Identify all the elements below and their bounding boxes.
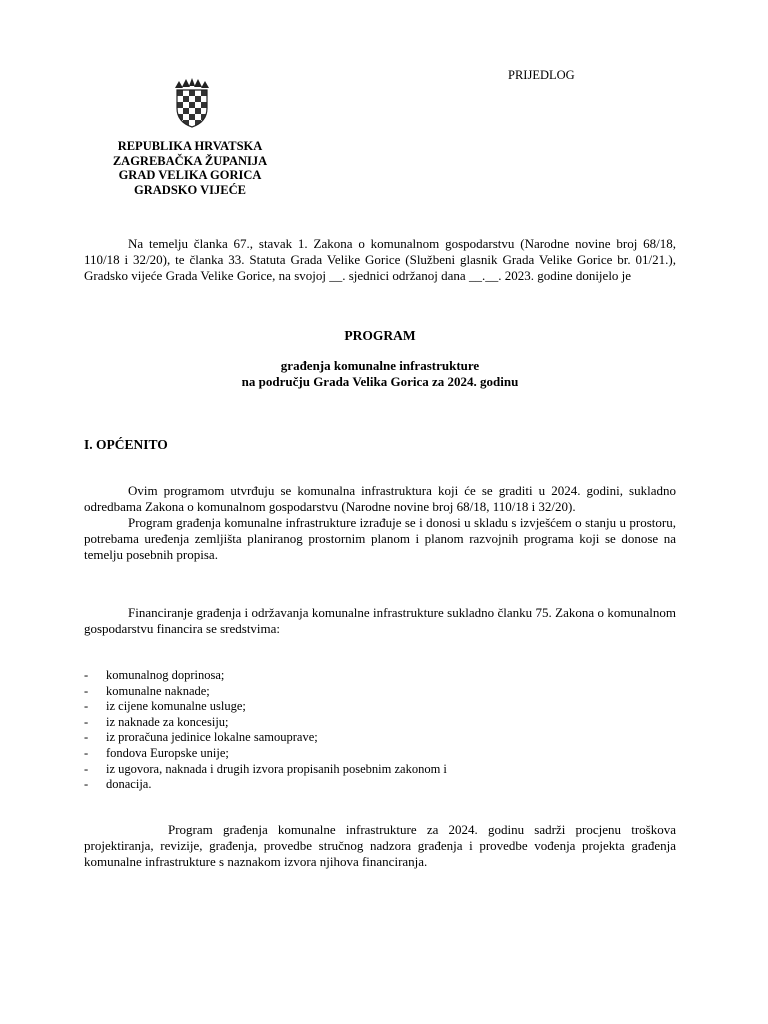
authority-line: GRADSKO VIJEĆE bbox=[134, 182, 246, 197]
subtitle-line: na području Grada Velika Gorica za 2024. godinu bbox=[241, 373, 519, 389]
list-bullet: - bbox=[84, 714, 89, 729]
list-item-text: fondova Europske unije; bbox=[106, 745, 229, 760]
document-title: PROGRAM bbox=[344, 328, 416, 343]
list-item-text: iz proračuna jedinice lokalne samouprave; bbox=[106, 730, 318, 745]
list-bullet: - bbox=[84, 730, 89, 745]
list-item-text: iz naknade za koncesiju; bbox=[106, 714, 229, 729]
list-item bbox=[84, 762, 447, 778]
list-bullet: - bbox=[84, 777, 89, 792]
authority-line: REPUBLIKA HRVATSKA bbox=[117, 139, 263, 153]
draft-label: PRIJEDLOG bbox=[508, 68, 575, 82]
list-item-text: komunalnog doprinosa; bbox=[106, 668, 225, 682]
list-item-text: komunalne naknade; bbox=[106, 683, 210, 698]
list-item bbox=[84, 715, 447, 731]
authority-line: ZAGREBAČKA ŽUPANIJA bbox=[112, 153, 268, 168]
list-item bbox=[84, 730, 447, 746]
paragraph-text: Program građenja komunalne infrastrukture za 2024. godinu sadrži procjenu troškova projektiranja, revizije, građenja, provedbe stručnog nadzora građenja i provedbe vođenja projekta građenja komunalne infrastrukture s naznakom izvora njihova financiranja. bbox=[84, 822, 676, 869]
subtitle-line: građenja komunalne infrastrukture bbox=[280, 358, 480, 373]
list-item bbox=[84, 668, 447, 684]
issuing-authority bbox=[90, 139, 290, 197]
list-item bbox=[84, 777, 447, 793]
section-heading: I. OPĆENITO bbox=[84, 437, 168, 452]
body-paragraph bbox=[84, 483, 676, 515]
list-item bbox=[84, 746, 447, 762]
coat-of-arms-icon bbox=[170, 78, 214, 128]
paragraph-text: Ovim programom utvrđuju se komunalna infrastruktura koji će se graditi u 2024. godini, sukladno odredbama Zakona o komunalnom gospodarstvu (Narodne novine broj 68/18, 110/18 i 32/20). bbox=[84, 483, 676, 514]
document-subtitle bbox=[84, 358, 676, 389]
list-bullet: - bbox=[84, 745, 89, 760]
list-item bbox=[84, 699, 447, 715]
list-item-text: donacija. bbox=[106, 777, 152, 792]
list-bullet: - bbox=[84, 761, 89, 776]
list-bullet: - bbox=[84, 699, 89, 714]
funding-sources-list bbox=[84, 668, 447, 793]
paragraph-text: Program građenja komunalne infrastrukture izrađuje se i donosi u skladu s izvješćem o stanju u prostoru, potrebama uređenja zemljišta planiranog prostornim planom i planom razvojnih programa koji se donose na temelju posebnih propisa. bbox=[84, 515, 676, 562]
paragraph-text: Financiranje građenja i održavanja komunalne infrastrukture sukladno članku 75. Zakona o komunalnom gospodarstvu financira se sredstvima: bbox=[84, 605, 676, 636]
list-item bbox=[84, 684, 447, 700]
list-bullet: - bbox=[84, 683, 89, 698]
preamble-paragraph bbox=[84, 236, 676, 284]
body-paragraph bbox=[84, 515, 676, 563]
preamble-text: Na temelju članka 67., stavak 1. Zakona o komunalnom gospodarstvu (Narodne novine broj 68/18, 110/18 i 32/20), te članka 33. Statuta Grada Velike Gorice (Službeni glasnik Grada Velike Gorice br. 01/21.), Gradsko vijeće Grada Velike Gorice, na svojoj __. sjednici održanoj dana __.__. 2023. godine donijelo je bbox=[84, 236, 676, 283]
list-item-text: iz cijene komunalne usluge; bbox=[106, 699, 246, 714]
body-paragraph bbox=[84, 822, 676, 870]
body-paragraph bbox=[84, 605, 676, 637]
list-bullet: - bbox=[84, 668, 89, 682]
authority-line: GRAD VELIKA GORICA bbox=[118, 168, 262, 182]
list-item-text: iz ugovora, naknada i drugih izvora propisanih posebnim zakonom i bbox=[106, 761, 447, 776]
